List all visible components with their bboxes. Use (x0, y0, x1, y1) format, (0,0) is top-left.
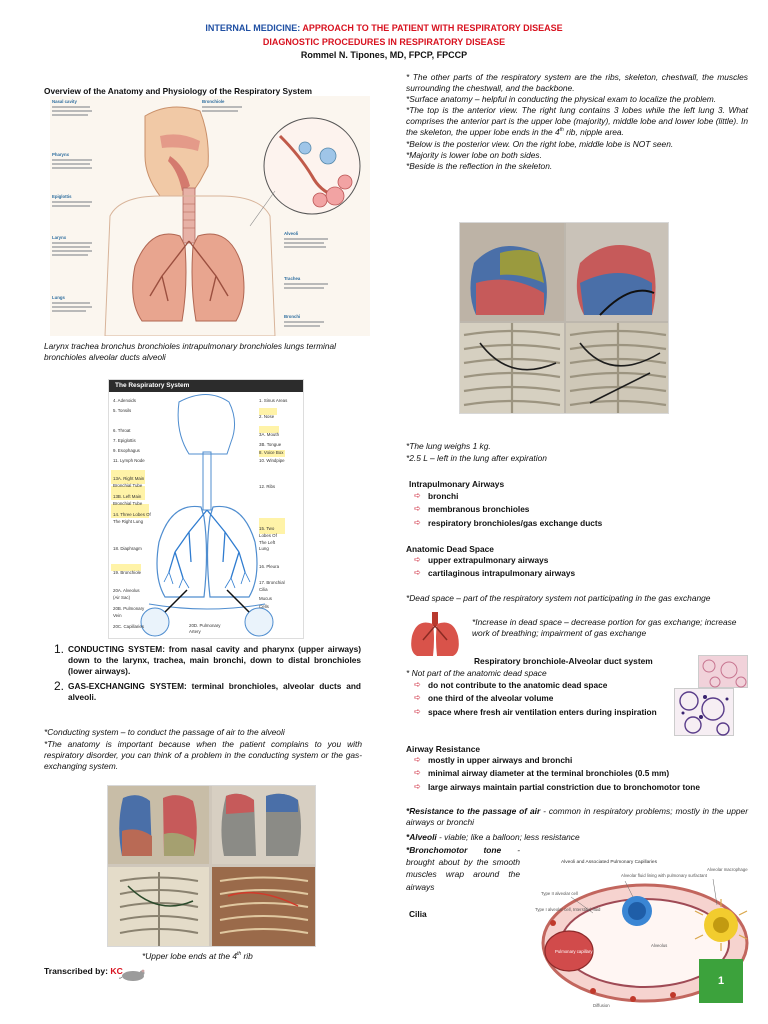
item-text: upper extrapulmonary airways (428, 555, 549, 565)
airway-resistance-title: Airway Resistance (406, 744, 481, 754)
bronchomotor-text: - brought about by the smooth muscles wrap around the airways (406, 845, 520, 892)
resistance-note (406, 806, 748, 828)
respiratory-anatomy-figure (50, 96, 370, 336)
header-author: Rommel N. Tipones, MD, FPCP, FPCCP (300, 50, 468, 60)
airway-resistance-list (406, 754, 748, 794)
arrow-bullet-icon: ➪ (414, 517, 421, 527)
dead-space-increase: *Increase in dead space – decrease portion for gas exchange; increase work of breathing; impairment of gas exchange (472, 617, 737, 639)
note-conducting: *Conducting system – to conduct the passage of air to the alveoli (44, 727, 285, 737)
resistance-head: *Resistance to the passage of air (406, 806, 541, 816)
anterior-note (406, 105, 748, 138)
arrow-bullet-icon: ➪ (414, 491, 421, 500)
fig2-label: 3B. Tongue (259, 442, 282, 447)
caption-text-end: rib (241, 951, 253, 961)
list-number: 2. (54, 678, 65, 693)
label-bronchi: Bronchi (284, 314, 301, 319)
majority-note: *Majority is lower lobe on both sides. (406, 149, 542, 160)
fig2-label: 8. Voice Box (259, 450, 284, 455)
list-item (406, 554, 726, 567)
arrow-bullet-icon: ➪ (414, 755, 421, 764)
bronchomotor-head: *Bronchomotor tone (406, 845, 502, 855)
list-item (406, 503, 726, 516)
fig2-label: 20B. Pulmonary Vein (113, 606, 145, 618)
list-item (54, 644, 361, 677)
fig2-label: 16. Pleura (259, 564, 280, 569)
arrow-bullet-icon: ➪ (414, 504, 421, 514)
list-item (406, 567, 726, 580)
fig2-label: 11. Lymph Node (113, 458, 145, 463)
fig2-label: 15. Two Lobes Of The Left Lung (259, 526, 277, 552)
intro-paragraph: * The other parts of the respiratory system are the ribs, skeleton, chestwall, the muscles surrounding the chestwall, and the backbone. (406, 72, 748, 94)
item-text: space where fresh air ventilation enters during inspiration (428, 706, 657, 717)
list-head: CONDUCTING SYSTEM (68, 644, 163, 654)
label-alveoli: Alveoli (284, 231, 299, 236)
alv-figure-title: Alveoli and Associated Pulmonary Capillaries (561, 860, 657, 865)
histology-image-1 (698, 655, 748, 688)
dead-space-list (406, 554, 726, 581)
list-item (406, 781, 748, 794)
fig2-bottom-label: 20D. Pulmonary Artery (189, 623, 221, 634)
lungs-icon (407, 612, 463, 658)
resp-bronchiole-list (406, 679, 690, 719)
label-epiglottis: Epiglottis (52, 194, 72, 199)
fig2-label: Cells (259, 604, 269, 609)
item-text: do not contribute to the anatomic dead space (428, 680, 608, 690)
arrow-bullet-icon: ➪ (414, 781, 421, 791)
list-text: : terminal bronchioles, alveolar ducts and alveoli. (68, 680, 361, 702)
label-nasal: Nasal cavity (52, 99, 77, 104)
fig2-label: 18. Diaphragm (113, 546, 142, 551)
system-list (54, 644, 361, 706)
label-lungs: Lungs (52, 295, 65, 300)
bronchomotor-note (406, 844, 520, 893)
resp-bronchiole-title: Respiratory bronchiole-Alveolar duct system (474, 656, 653, 666)
fig2-label: 20C. Capillaries (113, 624, 144, 629)
fig2-label: 9. Esophagus (113, 448, 140, 453)
fig2-label: 10. Windpipe (259, 458, 285, 463)
caption-text: *Upper lobe ends at the 4 (142, 951, 237, 961)
item-text: minimal airway diameter at the terminal bronchioles (0.5 mm) (428, 768, 670, 779)
transcriber-name: KC (110, 966, 123, 976)
caption-superscript: th (236, 951, 242, 958)
lung-residual: *2.5 L – left in the lung after expiration (406, 453, 547, 463)
list-number: 1. (54, 642, 65, 656)
fig2-label: 1. Sinus Areas (259, 398, 288, 403)
alv-label-capillary: Pulmonary capillary (555, 949, 593, 954)
list-item (406, 754, 748, 767)
header-prefix: INTERNAL MEDICINE: (205, 23, 301, 33)
item-text: one third of the alveolar volume (428, 693, 554, 704)
lung-model-photos (107, 785, 316, 947)
intro-paragraph: *Surface anatomy – helpful in conducting the physical exam to localize the problem. (406, 94, 717, 105)
respiratory-system-figure (108, 379, 304, 639)
arrow-bullet-icon: ➪ (414, 555, 421, 564)
label-bronchiole: Bronchiole (202, 99, 225, 104)
header-subtitle: DIAGNOSTIC PROCEDURES IN RESPIRATORY DISEASE (262, 37, 506, 47)
item-text: bronchi (428, 491, 459, 501)
alv-label-alveolus: Alveolus (651, 943, 668, 948)
alveoli-note (406, 832, 748, 843)
intrapulmonary-title: Intrapulmonary Airways (409, 479, 505, 489)
list-item (406, 517, 726, 530)
fig2-label: 19. Bronchiole (113, 570, 142, 575)
skeleton-note: *Beside is the reflection in the skeleton. (406, 160, 553, 171)
fig2-label: 4. Adenoids (113, 398, 136, 403)
dead-space-title: Anatomic Dead Space (406, 544, 494, 554)
fig2-label: 6. Throat (113, 428, 131, 433)
fig2-label: 14. Three Lobes Of The Right Lung (113, 512, 151, 524)
arrow-bullet-icon: ➪ (414, 768, 421, 778)
list-head: GAS-EXCHANGING SYSTEM (68, 680, 184, 691)
list-item (406, 679, 690, 692)
fig2-label: 2. Nose (259, 414, 275, 419)
fig2-label: 5. Tonsils (113, 408, 132, 413)
lung-surface-anatomy-photos (459, 222, 669, 414)
fig2-label: 12. Ribs (259, 484, 276, 489)
list-text: : from nasal cavity and pharynx (upper airways) down to the larynx, trachea, main bronchi, down to distal bronchioles (lower airways). (68, 644, 362, 676)
lung-caption (142, 951, 253, 962)
fig2-label: 17. Bronchial Cilia (259, 580, 285, 592)
alveoli-text: - viable; like a balloon; less resistance (436, 832, 580, 842)
arrow-bullet-icon: ➪ (414, 680, 421, 689)
cilia-heading: Cilia (409, 909, 427, 919)
fig2-label: Mucus (259, 596, 272, 601)
resistance-text: - common in respiratory problems; mostly in the upper airways or bronchi (406, 806, 748, 828)
document-header-line1 (0, 23, 768, 35)
dead-space-definition: *Dead space – part of the respiratory system not participating in the gas exchange (406, 593, 711, 603)
item-text: cartilaginous intrapulmonary airways (428, 568, 576, 579)
figure2-title: The Respiratory System (109, 380, 303, 392)
resp-bronchiole-note: * Not part of the anatomic dead space (406, 668, 547, 678)
arrow-bullet-icon: ➪ (414, 568, 421, 578)
alveoli-head: *Alveoli (406, 832, 437, 842)
histology-image-2 (674, 688, 734, 736)
anterior-note-text: *The top is the anterior view. The right lung contains 3 lobes while the left lung 3. What comprises the anterior part is the upper lobe (majority), middle lobe and lower lobe (little). In the skeleton, the upper lobe ends in the 4 (406, 105, 748, 138)
fig2-label: 13B. Left Main Bronchial Tube (113, 494, 143, 506)
mouse-icon (119, 966, 147, 982)
item-text: respiratory bronchioles/gas exchange ducts (428, 517, 603, 528)
list-item (406, 692, 690, 705)
fig2-label: 3A. Mouth (259, 432, 280, 437)
alv-label-type2: Type II alveolar cell (541, 891, 578, 896)
alv-label-diffusion: Diffusion (593, 1003, 610, 1008)
intrapulmonary-list (406, 490, 726, 530)
alv-label-fluid: Alveolar fluid lining with pulmonary surfactant (621, 873, 707, 878)
list-item (406, 706, 690, 719)
label-larynx: Larynx (52, 235, 67, 240)
right-intro (406, 72, 748, 172)
section-title: Overview of the Anatomy and Physiology of the Respiratory System (44, 86, 313, 96)
list-item (406, 767, 748, 780)
lung-weight: *The lung weighs 1 kg. (406, 441, 491, 451)
transcribed-label: Transcribed by: (44, 966, 111, 976)
label-trachea: Trachea (284, 276, 301, 281)
fig2-label: 13A. Right Main Bronchial Tube (113, 476, 145, 488)
transcribed-by (44, 966, 123, 977)
list-item (406, 490, 726, 503)
item-text: membranous bronchioles (428, 504, 530, 515)
arrow-bullet-icon: ➪ (414, 706, 421, 716)
list-item (54, 678, 361, 703)
page-number-badge: 1 (699, 959, 743, 1003)
airway-pathway: Larynx trachea bronchus bronchioles intrapulmonary bronchioles lungs terminal bronchioles alveolar ducts alveoli (44, 341, 336, 362)
arrow-bullet-icon: ➪ (414, 693, 421, 703)
alv-label-macrophage: Alveolar macrophage (707, 867, 748, 872)
fig2-label: 7. Epiglottis (113, 438, 136, 443)
header-title: APPROACH TO THE PATIENT WITH RESPIRATORY DISEASE (302, 23, 563, 33)
note-anatomy: *The anatomy is important because when the patient complains to you with respiratory disorder, you can think of a problem in the conducting system or the gas-exchanging system. (44, 739, 362, 772)
label-pharynx: Pharynx (52, 152, 69, 157)
posterior-note: *Below is the posterior view. On the right lobe, middle lobe is NOT seen. (406, 138, 674, 149)
alv-label-type1: Type I alveolar cell, Interstitial fluid (535, 907, 601, 912)
anterior-note-end: rib, nipple area. (563, 127, 624, 138)
item-text: mostly in upper airways and bronchi (428, 755, 573, 765)
anterior-note-sup: th (559, 127, 564, 134)
item-text: large airways maintain partial constriction due to bronchomotor tone (428, 781, 700, 792)
fig2-label: 20A. Alveolus (Air Sac) (113, 588, 140, 600)
